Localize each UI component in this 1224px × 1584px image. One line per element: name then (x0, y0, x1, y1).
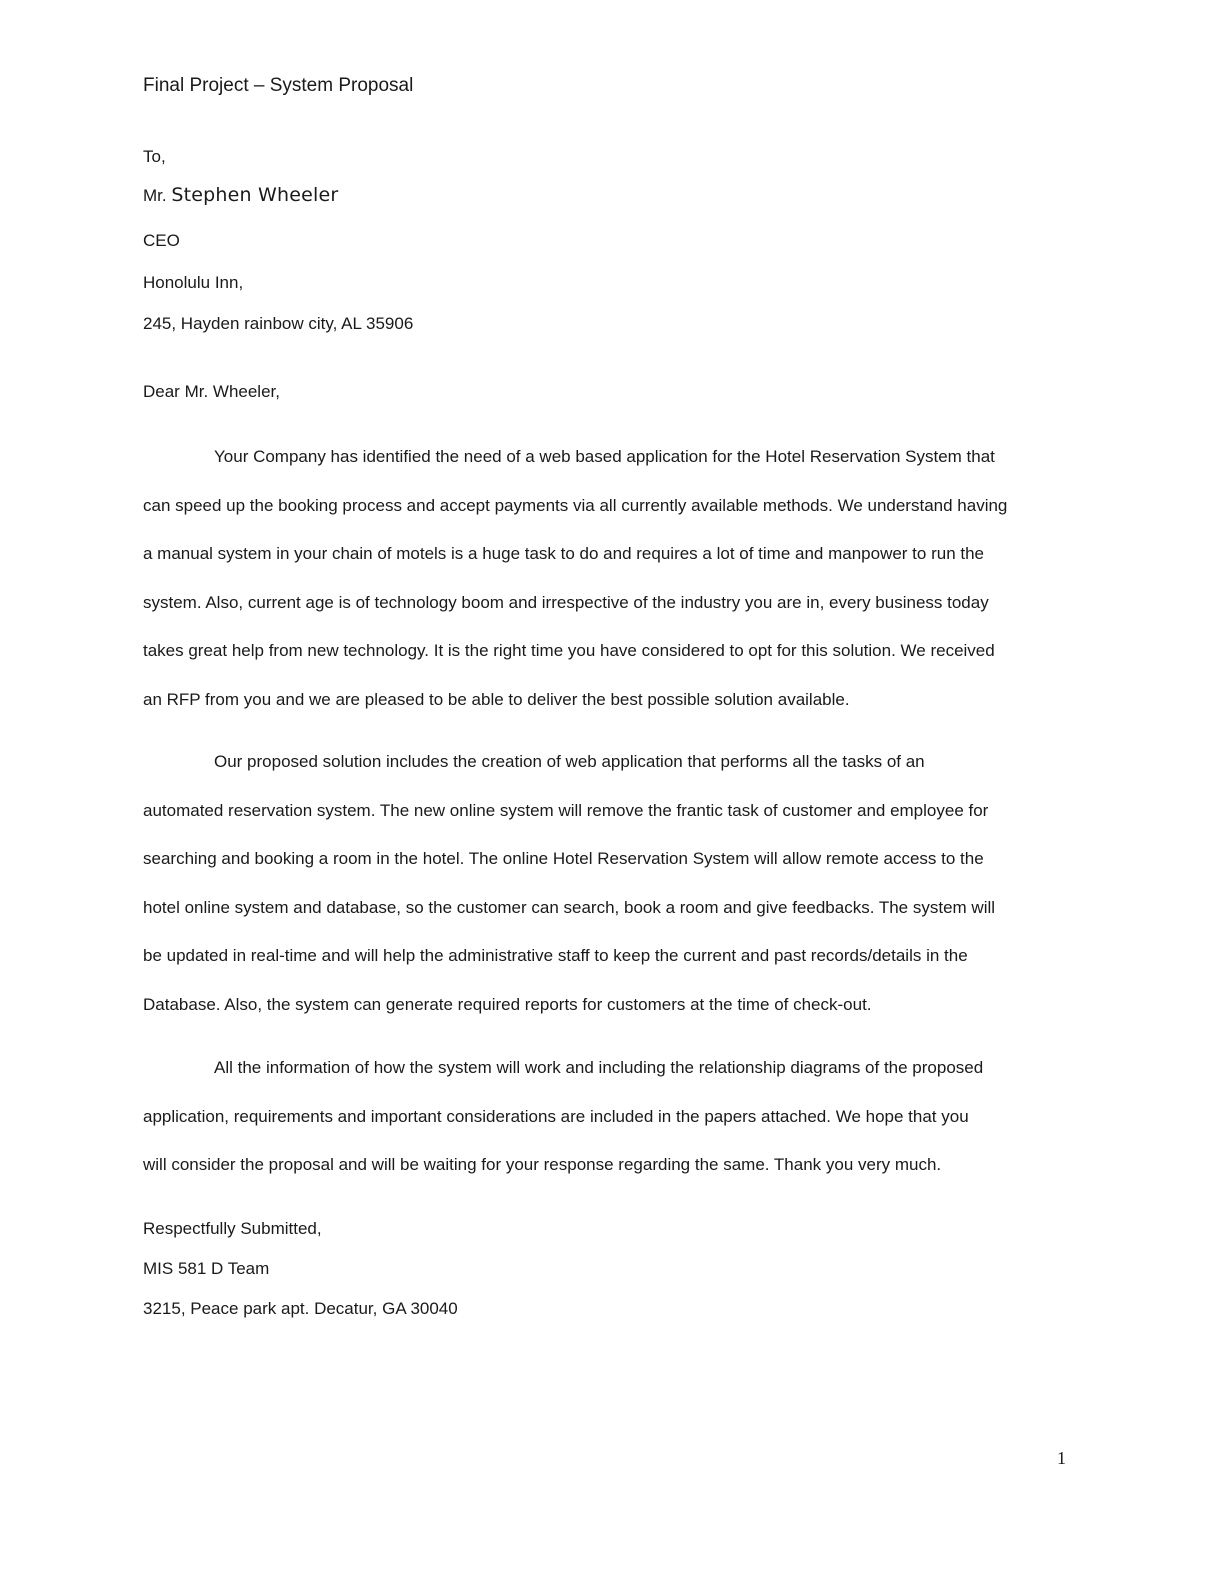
paragraph-line: automated reservation system. The new online system will remove the frantic task of customer and employee for (143, 800, 989, 820)
body-paragraph-2 (143, 751, 1073, 1042)
closing-signoff: Respectfully Submitted, (143, 1219, 322, 1238)
paragraph-line: Our proposed solution includes the creation of web application that performs all the tasks of an (214, 752, 925, 771)
paragraph-line: Your Company has identified the need of a web based application for the Hotel Reservation System that (214, 447, 995, 466)
document-heading: Final Project – System Proposal (143, 75, 414, 96)
closing-team: MIS 581 D Team (143, 1259, 270, 1278)
paragraph-line: can speed up the booking process and accept payments via all currently available methods. We understand having (143, 495, 1008, 515)
body-paragraph-1 (143, 446, 1073, 737)
recipient-address: 245, Hayden rainbow city, AL 35906 (143, 314, 414, 333)
page-number: 1 (1057, 1448, 1066, 1468)
paragraph-line: will consider the proposal and will be waiting for your response regarding the same. Thank you very much. (143, 1155, 942, 1174)
body-paragraph-3 (143, 1057, 1073, 1203)
greeting: Dear Mr. Wheeler, (143, 382, 280, 401)
closing-address: 3215, Peace park apt. Decatur, GA 30040 (143, 1299, 458, 1318)
paragraph-line: takes great help from new technology. It is the right time you have considered to opt for this solution. We received (143, 641, 995, 660)
recipient-name: Stephen Wheeler (171, 184, 339, 206)
recipient-position: CEO (143, 231, 180, 250)
recipient-title: Mr. (143, 186, 167, 205)
paragraph-line: searching and booking a room in the hotel. The online Hotel Reservation System will allow remote access to the (143, 849, 984, 868)
paragraph-line: All the information of how the system will work and including the relationship diagrams of the proposed (214, 1058, 984, 1077)
recipient-name-line (143, 184, 338, 208)
recipient-to-label: To, (143, 147, 166, 166)
paragraph-line: a manual system in your chain of motels is a huge task to do and requires a lot of time and manpower to run the (143, 544, 985, 563)
recipient-company: Honolulu Inn, (143, 273, 244, 292)
paragraph-line: be updated in real-time and will help the administrative staff to keep the current and past records/details in the (143, 946, 968, 965)
paragraph-line: system. Also, current age is of technology boom and irrespective of the industry you are in, every business today (143, 592, 989, 612)
paragraph-line: an RFP from you and we are pleased to be able to deliver the best possible solution available. (143, 689, 850, 709)
paragraph-line: application, requirements and important considerations are included in the papers attached. We hope that you (143, 1106, 969, 1126)
paragraph-line: hotel online system and database, so the customer can search, book a room and give feedbacks. The system will (143, 897, 996, 917)
paragraph-line: Database. Also, the system can generate required reports for customers at the time of check-out. (143, 994, 872, 1014)
